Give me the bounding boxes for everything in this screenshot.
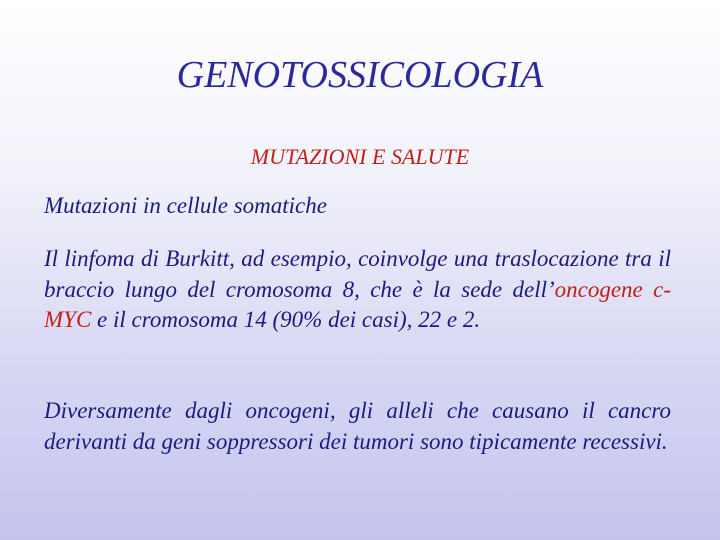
slide-title: GENOTOSSICOLOGIA <box>176 54 544 96</box>
slide-subtitle: MUTAZIONI E SALUTE <box>250 144 470 169</box>
oncogene-highlight: oncogene c-MYC <box>44 276 671 332</box>
paragraph-burkitt-text-1: Il linfoma di Burkitt, ad esempio, coinvolge una traslocazione tra il braccio lungo del cromosoma 8, che è la sede dell’ <box>44 246 671 302</box>
paragraph-burkitt-text-2: e il cromosoma 14 (90% dei casi), 22 e 2. <box>91 307 481 332</box>
paragraph-oncogeni: Diversamente dagli oncogeni, gli alleli che causano il cancro derivanti da geni soppressori dei tumori sono tipicamente recessivi. <box>44 398 671 454</box>
section-heading: Mutazioni in cellule somatiche <box>44 193 327 218</box>
paragraph-burkitt <box>44 244 671 336</box>
